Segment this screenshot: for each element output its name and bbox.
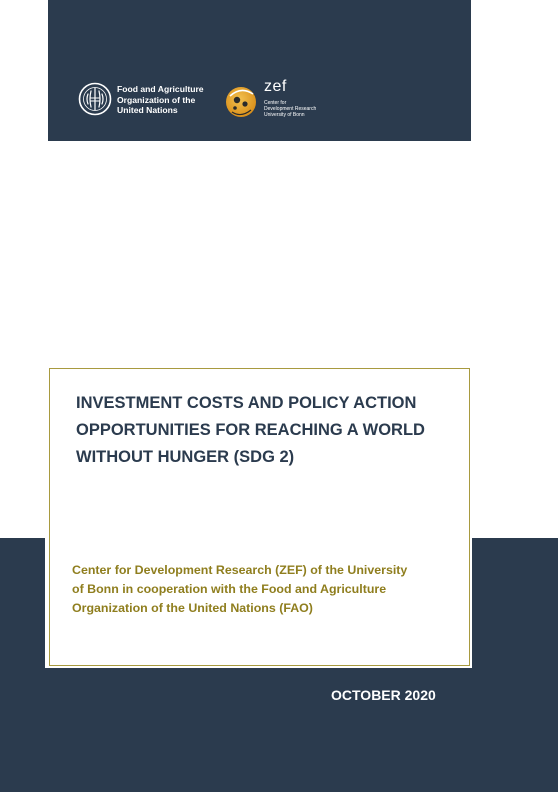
report-authors bbox=[72, 561, 452, 618]
zef-wordmark: zef bbox=[264, 78, 287, 95]
report-authors-line: Organization of the United Nations (FAO) bbox=[72, 601, 313, 615]
report-title-line: OPPORTUNITIES FOR REACHING A WORLD bbox=[76, 421, 425, 439]
report-title-line: WITHOUT HUNGER (SDG 2) bbox=[76, 448, 295, 466]
fao-emblem-icon bbox=[78, 82, 112, 116]
report-title-line: INVESTMENT COSTS AND POLICY ACTION bbox=[76, 394, 417, 412]
title-panel bbox=[45, 366, 472, 668]
zef-subtitle-line: Center for bbox=[264, 100, 287, 106]
fao-name-line: Food and Agriculture bbox=[117, 84, 204, 94]
zef-subtitle bbox=[264, 100, 316, 118]
report-authors-line: Center for Development Research (ZEF) of the University bbox=[72, 563, 408, 577]
report-title bbox=[76, 390, 456, 471]
zef-subtitle-line: University of Bonn bbox=[264, 112, 305, 118]
header-banner bbox=[48, 0, 471, 141]
zef-subtitle-line: Development Research bbox=[264, 106, 317, 112]
fao-name-line: United Nations bbox=[117, 105, 178, 115]
zef-emblem-icon bbox=[222, 82, 260, 120]
report-authors-line: of Bonn in cooperation with the Food and Agriculture bbox=[72, 582, 387, 596]
fao-name-line: Organization of the bbox=[117, 94, 196, 105]
fao-name bbox=[117, 84, 204, 116]
publication-date: OCTOBER 2020 bbox=[331, 687, 436, 703]
